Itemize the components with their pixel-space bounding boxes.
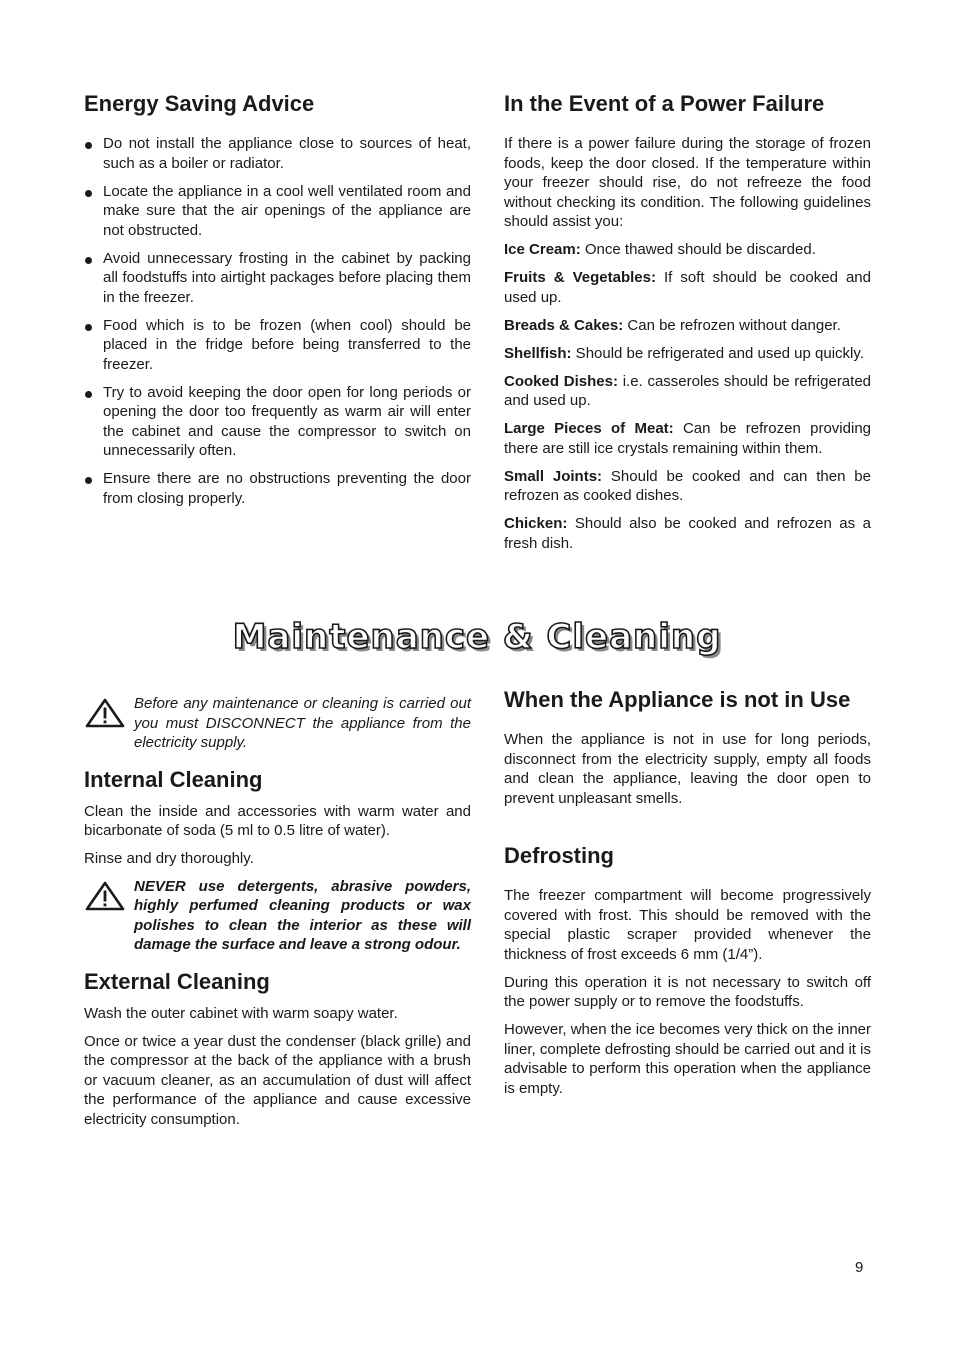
power-item: Cooked Dishes: i.e. casseroles should be refrigerated and used up. [504,372,872,409]
power-intro: If there is a power failure during the storage of frozen foods, keep the door closed. If the temperature within your freezer should rise, do not refreeze the food without checking its condition. The following guidelines should assist you: [504,135,871,230]
energy-title: Energy Saving Advice [84,91,315,116]
internal-cleaning-text: Clean the inside and accessories with warm water and bicarbonate of soda (5 ml to 0.5 litre of water). [84,802,471,839]
energy-list [84,134,471,508]
power-item: Fruits & Vegetables: If soft should be cooked and used up. [504,269,871,306]
defrosting-title: Defrosting [504,843,614,868]
power-title: In the Event of a Power Failure [504,91,825,116]
power-section [504,89,871,562]
energy-section [84,89,471,517]
list-item: Ensure there are no obstructions preventing the door from closing properly. [84,469,471,508]
internal-cleaning-text-2: Rinse and dry thoroughly. [84,850,254,867]
not-in-use-title: When the Appliance is not in Use [504,687,851,712]
external-cleaning-title: External Cleaning [84,968,270,994]
page-title: Maintenance & Cleaning [232,617,722,657]
bullet-icon [85,257,92,264]
list-item: Do not install the appliance close to sources of heat, such as a boiler or radiator. [84,134,471,173]
disconnect-warning: Before any maintenance or cleaning is carried out you must DISCONNECT the appliance from the electricity supply. [84,694,471,753]
list-item: Food which is to be frozen (when cool) should be placed in the fridge before being transferred to the freezer. [84,316,471,375]
external-cleaning-text: Wash the outer cabinet with warm soapy water. [84,1004,398,1022]
list-item: Try to avoid keeping the door open for long periods or opening the door too frequently as warm air will enter the cabinet and cause the compressor to switch on unnecessarily often. [84,383,471,461]
detergent-warning: NEVER use detergents, abrasive powders, highly perfumed cleaning products or wax polishes to clean the interior as these will damage the surface and leave a strong odour. [84,877,471,955]
bullet-icon [85,142,92,149]
warning-triangle-icon [85,698,125,733]
power-item: Ice Cream: Once thawed should be discarded. [504,241,816,258]
defrosting-text: The freezer compartment will become progressively covered with frost. This should be removed with the special plastic scraper provided whenever the thickness of frost exceeds 6 mm (1/4”). [504,887,871,963]
power-item: Shellfish: Should be refrigerated and used up quickly. [504,344,864,362]
warning-triangle-icon [85,881,125,916]
defrosting-text-3: However, when the ice becomes very thick on the inner liner, complete defrosting should be carried out and it is advisable to perform this operation when the appliance is empty. [504,1021,871,1097]
external-cleaning-text-2: Once or twice a year dust the condenser (black grille) and the compressor at the back of the appliance with a brush or vacuum cleaner, as an accumulation of dust will affect the performance of the appliance and cause excessive electricity consumption. [84,1032,471,1128]
power-item: Chicken: Should also be cooked and refrozen as a fresh dish. [504,515,871,552]
bullet-icon [85,324,92,331]
internal-cleaning-title: Internal Cleaning [84,766,263,792]
not-in-use-text: When the appliance is not in use for long periods, disconnect from the electricity supply, empty all foods and clean the appliance, leaving the door open to prevent unpleasant smells. [504,731,871,807]
bullet-icon [85,190,92,197]
power-item: Small Joints: Should be cooked and can then be refrozen as cooked dishes. [504,467,871,504]
power-item: Breads & Cakes: Can be refrozen without danger. [504,316,841,334]
power-item: Large Pieces of Meat: Can be refrozen providing there are still ice crystals remaining within them. [504,420,871,457]
list-item: Locate the appliance in a cool well ventilated room and make sure that the air openings of the appliance are not obstructed. [84,182,471,241]
bullet-icon [85,477,92,484]
list-item: Avoid unnecessary frosting in the cabinet by packing all foodstuffs into airtight packages before placing them in the freezer. [84,249,471,308]
defrosting-text-2: During this operation it is not necessary to switch off the power supply or to remove the foodstuffs. [504,973,871,1010]
storage-section [504,685,871,1098]
cleaning-section [84,694,471,1129]
bullet-icon [85,391,92,398]
page-number: 9 [855,1259,864,1276]
